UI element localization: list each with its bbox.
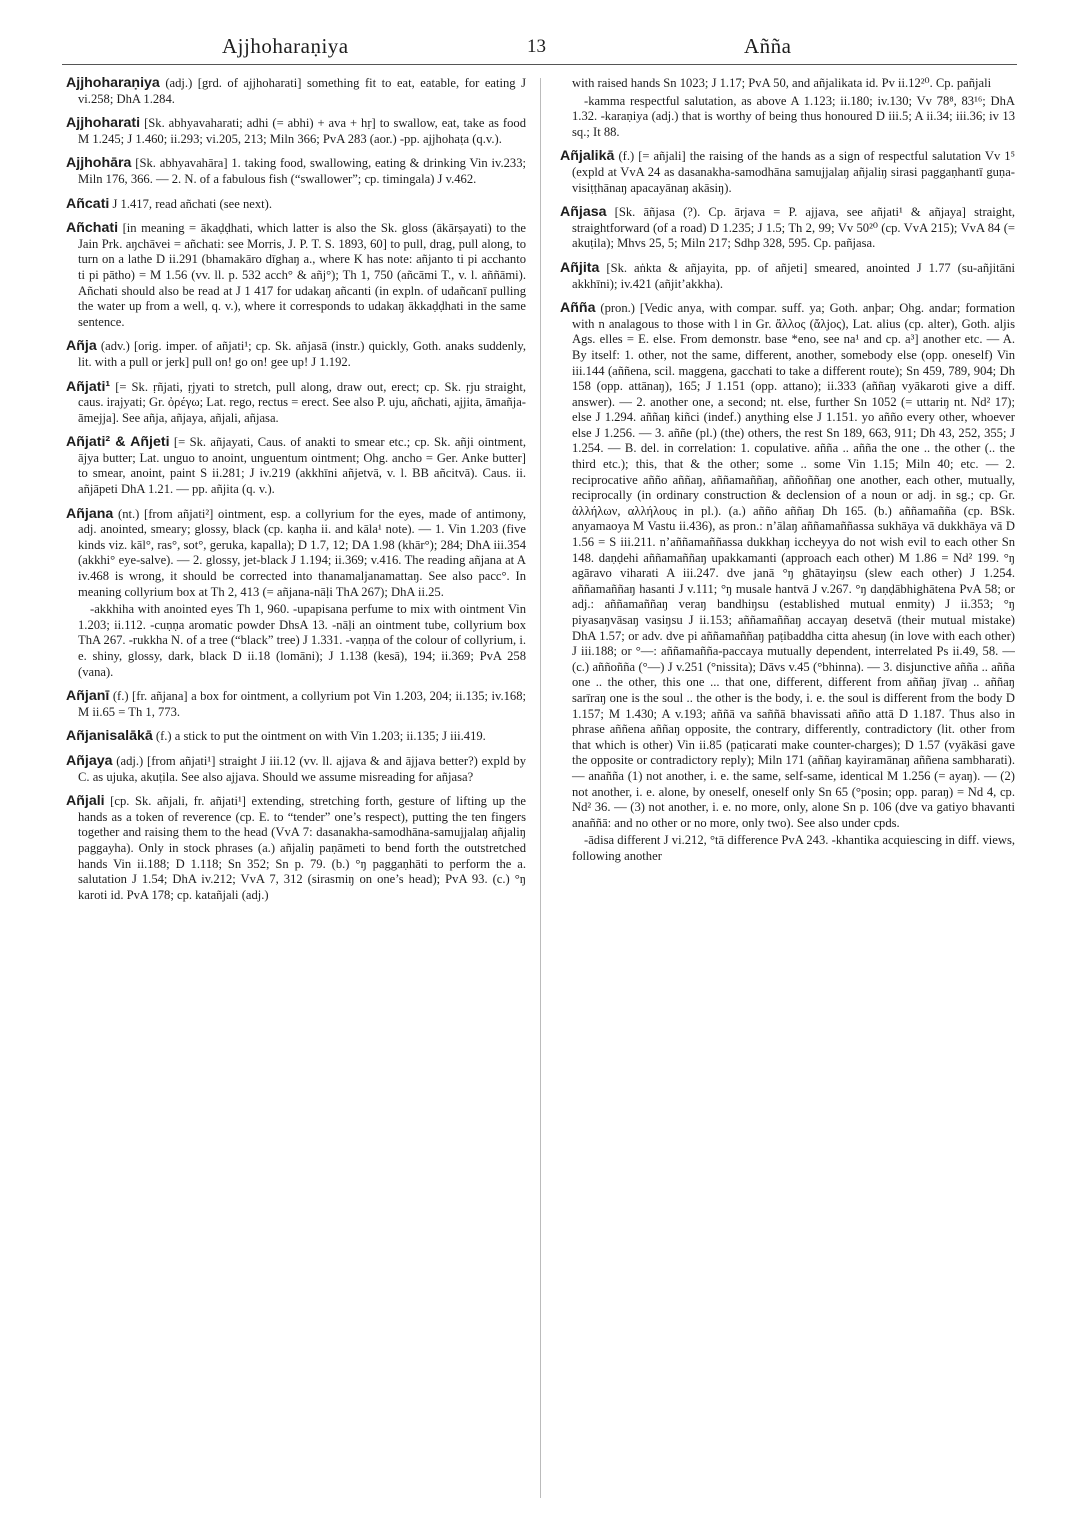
entry-definition: with raised hands Sn 1023; J 1.17; PvA 50, and añjalikata id. Pv ii.12²⁰. Cp. pañjali — [572, 76, 992, 90]
column-divider — [540, 78, 541, 1498]
dictionary-entry — [66, 156, 526, 187]
entry-definition: [Sk. āñjasa (?). Cp. ārjava = P. ajjava, see añjati¹ & añjaya] straight, straightforward (of a road) D 1.235; J 1.5; Th 2, 99; Vv 50²⁰ (cp. VvA 215); VvA 84 (= akuṭila); Mhvs 25, 5; Miln 217; Sdhp 328, 595. Cp. pañjasa. — [572, 205, 1015, 251]
entry-definition: (f.) [= añjali] the raising of the hands as a sign of respectful salutation Vv 1⁵ (expld at VvA 24 as dasanakha-samodhāna samujjalaŋ añjaliŋ sirasi paggaṇhantī guṇa-visiṭṭhānaŋ apacayānaŋ akāsiŋ). — [572, 149, 1015, 195]
dictionary-entry — [66, 76, 526, 107]
dictionary-entry — [560, 149, 1015, 196]
entry-headword: Añchati — [66, 220, 119, 237]
dictionary-entry — [66, 729, 526, 745]
dictionary-entry — [66, 507, 526, 681]
entry-compounds: -ādisa different J vi.212, °tā difference PvA 243. -khantika acquiescing in diff. views, following another — [572, 833, 1015, 863]
entry-headword: Añjanisalākā — [66, 728, 153, 745]
entry-headword: Añjali — [66, 793, 105, 810]
entry-compounds: -akkhiha with anointed eyes Th 1, 960. -upapisana perfume to mix with ointment Vin 1.203; ii.112. -cuṇṇa aromatic powder DhsA 13. -nāḷi an ointment tube, collyrium box ThA 267. -rukkha N. of a tree (“black” tree) J 1.331. -vaṇṇa of the colour of collyrium, i. e. shiny, glossy, dark, black D ii.18 (lomāni); J 1.138 (kesā), 194; ii.369; PvA 258 (vana). — [78, 602, 526, 679]
entry-definition: [Sk. aṅkta & añjayita, pp. of añjeti] smeared, anointed J 1.77 (su-añjitāni akkhīni); iv.421 (añjit’akkha). — [572, 260, 1015, 291]
header-right-guideword: Añña — [744, 34, 792, 58]
dictionary-entry — [66, 221, 526, 330]
header-left-guideword: Ajjhoharaṇiya — [222, 34, 349, 58]
entry-definition: [= Sk. ṛñjati, ṛjyati to stretch, pull along, draw out, erect; cp. Sk. ṛju straight, caus. irajyati; Gr. ὀρέγω; Lat. rego, rectus = erect. See also P. uju, añchati, ajjita, āmañja-āmejja]. See añja, añjaya, añjali, añjasa. — [78, 379, 526, 425]
entry-definition: (nt.) [from añjati²] ointment, esp. a collyrium for the eyes, made of antimony, adj. anointed, smeary; glossy, black (cp. kaṇha ii. and kāla¹ note). — 1. Vin 1.203 (five kinds viz. kāl°, ras°, sot°, geruka, kapalla); D 1.7, 12; DA 1.98 (khār°); 284; DhA iii.354 (akkhi° eye-salve). — 2. glossy, jet-black J 1.194; ii.369; v.416. The reading añjana at A iv.468 is wrong, it should be corrected into thanamaljanamattaŋ. See also pacc°. In meaning collyrium box at Th 2, 413 (= añjana-nāḷi ThA 267); DhA ii.25. — [78, 506, 526, 599]
entry-headword: Añña — [560, 300, 596, 317]
dictionary-entry — [66, 116, 526, 147]
page-header — [62, 34, 1017, 65]
entry-headword: Añjati² & Añjeti — [66, 434, 170, 451]
dictionary-entry — [560, 205, 1015, 252]
entry-headword: Añcati — [66, 195, 110, 212]
entry-headword: Añjana — [66, 505, 114, 522]
entry-definition: [Sk. abhyavahāra] 1. taking food, swallowing, eating & drinking Vin iv.233; Miln 176, 366. — 2. N. of a fabulous fish (“swallower”; cp. timingala) J v.462. — [78, 156, 526, 186]
dictionary-entry — [560, 301, 1015, 864]
entry-headword: Ajjhoharaṇiya — [66, 76, 160, 91]
entry-compounds: -kamma respectful salutation, as above A 1.123; ii.180; iv.130; Vv 78⁸, 83¹⁶; DhA 1.32. -karaṇiya (adj.) that is worthy of being thus honoured D iii.5; A ii.34; iii.36; iv 13 sq.; It 88. — [572, 93, 1015, 139]
entry-definition: (f.) [fr. añjana] a box for ointment, a collyrium pot Vin 1.203, 204; ii.135; iv.168; M ii.65 = Th 1, 773. — [78, 689, 526, 719]
entry-headword: Añjati¹ — [66, 378, 111, 395]
entry-definition: (adj.) [grd. of ajjhoharati] something fit to eat, eatable, for eating J vi.258; DhA 1.284. — [78, 76, 526, 106]
left-column — [66, 76, 526, 1506]
entry-definition: J 1.417, read añchati (see next). — [109, 196, 272, 211]
entry-headword: Añjalikā — [560, 148, 615, 165]
entry-definition: (pron.) [Vedic anya, with compar. suff. ya; Goth. anþar; Ohg. andar; formation with n analagous to those with l in Gr. ἄλλος (ἄλjος), Lat. alius (cp. alter), Goth. aljis Ags. elles = E. else. From demonstr. base *eno, see na¹ and cp. a³] another etc. — A. By itself: 1. other, not the same, different, another, somebody else (opp. oneself) Vin iii.144 (aññena, scil. maggena, gacchati to take a different route); Sn 459, 789, 904; Dh 158 (opp. attānaŋ), 165; J 1.151 (opp. attano); ii.333 (aññaŋ vyākaroti give a diff. answer). — 2. another one, a second; nt. else, further Sn 1052 (= uttariŋ nt. Nd² 17); else J 1.294. aññaŋ kiñci (indef.) anything else J 1.151. yo añño every other, whoever else J 1.256. — 3. aññe (pl.) (the) others, the rest Sn 189, 663, 911; Dh 43, 252, 355; J 1.254. — B. del. in correlation: 1. copulative. añña .. añña the one .. the other (.. the third etc.); this, that & the other; some .. some Vin 1.15; Miln 40; etc. — 2. reciprocative añño aññaŋ, aññamaññaŋ, aññoññaŋ one another, each other, mutually, reciprocally (in ordinary construction & declension of a noun or adj. in sg.; cp. Gr. ἀλλήλων, αλλήλους in pl.). (a.) añño aññaŋ Dh 165. (b.) aññamañña (cp. BSk. anyamaoya M Vastu ii.436), as pron.: n’ālaŋ aññamaññassa sukhāya vā dukkhāya vā D 1.56 = S iii.211. n’aññamaññassa dukkhaŋ iccheyya do not wish evil to each other Sn 148. daṇḍehi aññamaññaŋ upakkamanti (approach each other) M 1.86 = Nd² 199. °ŋ agāravo viharati A iii.247. dve janā °ŋ ghātayiŋsu (slew each other) J 1.254. aññamaññaŋ hasanti J v.111; °ŋ musale hantvā J v.267. °ŋ daṇḍābhighātena PvA 58; or adj.: aññamaññaŋ veraŋ bandhiŋsu (established mutual enmity) J ii.353; °ŋ piyasaŋvāsaŋ vasiŋsu J ii.153; aññamaññaŋ accayaŋ desetvā (their mutual mistake) DhA 1.57; or adv. dve pi aññamaññaŋ paṭibaddha citta ahesuŋ (in love with each other) J iii.188; or °—: aññamañña-paccaya mutually dependent, interrelated Ps ii.49, 58. — (c.) aññoñña (°—) J v.251 (°nissita); Dāvs v.45 (°bhinna). — 3. disjunctive añña .. añña one .. the other, this one ... that one, different, different from aññaŋ jīvaŋ .. aññaŋ sarīraŋ one is the soul .. the other is the body, i. e. the soul is different from the body D 1.157; M 1.430; A v.193; aññā va saññā bhavissati añño attā D 1.187. Thus also in phrase aññena aññaŋ opposite, the contrary, differently, contradictory (lit. other from that which is other) Vin ii.85 (paṭicarati make counter-charges); D 1.57 (vyākāsi gave the opposite or contradictory reply); Miln 171 (aññaŋ kayiramānaŋ aññena sambharati). — anañña (1) not another, i. e. the same, self-same, identical M 1.256 (= ayaŋ). — (2) not another, i. e. alone, by oneself, oneself only Sn 65 (°posin; opp. paraŋ) = Nd 4, cp. Nd² 36. — (3) not another, i. e. no more, only, alone Sn p. 106 (dve va gatiyo bhavanti anaññā: and no other or no more, only two). See also under cpds. — [572, 301, 1015, 830]
dictionary-entry — [66, 754, 526, 785]
dictionary-entry — [66, 380, 526, 427]
entry-headword: Añja — [66, 338, 97, 355]
entry-definition: [= Sk. añjayati, Caus. of anakti to smear etc.; cp. Sk. añji ointment, ājya butter; Lat. unguo to anoint, unguentum ointment; Ohg. ancho = Ger. Anke butter] to smear, anoint, paint S ii.281; J iv.219 (akkhīni añjetvā, v. l. BB añcitvā). Caus. ii. añjāpeti DhA 1.21. — pp. añjita (q. v.). — [78, 435, 526, 497]
dictionary-entry — [66, 339, 526, 370]
entry-headword: Ajjhoharati — [66, 115, 141, 132]
entry-definition: (adj.) [from añjati¹] straight J iii.12 (vv. ll. ajjava & and ājjava better?) expld by C. as ujuka, akuṭila. See also ajjava. Should we assume misreading for añjasa? — [78, 753, 526, 784]
dictionary-entry — [66, 197, 526, 213]
entry-definition: (f.) a stick to put the ointment on with Vin 1.203; ii.135; J iii.419. — [152, 729, 486, 744]
entry-definition: (adv.) [orig. imper. of añjati¹; cp. Sk. añjasā (instr.) quickly, Goth. anaks suddenly, lit. with a pull or jerk] pull on! go on! gee up! J 1.192. — [78, 339, 526, 369]
dictionary-entry — [66, 689, 526, 720]
page-number: 13 — [527, 36, 546, 57]
dictionary-entry — [560, 261, 1015, 292]
entry-definition: [Sk. abhyavaharati; adhi (= abhi) + ava + hṛ] to swallow, eat, take as food M 1.245; J 1.460; ii.293; vi.205, 213; Miln 366; PvA 283 (aor.) -pp. ajjhohaṭa (q.v.). — [78, 116, 526, 146]
dictionary-entry — [66, 794, 526, 903]
entry-headword: Añjita — [560, 259, 600, 276]
dictionary-entry — [66, 435, 526, 497]
entry-headword: Añjaya — [66, 752, 113, 769]
entry-headword: Añjanī — [66, 688, 110, 705]
dictionary-entry — [560, 76, 1015, 140]
entry-definition: [cp. Sk. añjali, fr. añjati¹] extending, stretching forth, gesture of lifting up the hands as a token of reverence (cp. E. to “tender” one’s respect), putting the ten fingers together and raising them to the head (VvA 7: dasanakha-samodhāna-samujjalaŋ añjaliŋ paggayha). Only in stock phrases (a.) añjaliŋ paṇāmeti to bend forth the outstretched hands Vin ii.188; D 1.118; Sn 352; Sn p. 79. (b.) °ŋ paggaṇhāti to perform the a. salutation J 1.54; DhA iv.212; VvA 7, 312 (sirasmiŋ on one’s head); PvA 93. (c.) °ŋ karoti id. PvA 178; cp. katañjali (adj.) — [78, 794, 526, 902]
entry-definition: [in meaning = ākaḍḍhati, which latter is also the Sk. gloss (ākārṣayati) to the Jain Prk. aŋchāvei = añchati: see Morris, J. P. T. S. 1893, 60] to pull, drag, pull along, to turn on a lathe D ii.291 (bhamakāro dīghaŋ a., where K has note: añjanto ti pi acchanto ti pi pātho) = M 1.56 (vv. ll. p. 532 acch° & añj°); Th 1, 750 (añcāmi T., v. l. aññāmi). Añchati should also be read at J 1 417 for udakaŋ añcanti (in expln. of udañcanī pulling the water up from a well, q. v.), where it corresponds to udakaŋ ākkaḍḍhati in the same sentence. — [78, 221, 526, 329]
entry-headword: Añjasa — [560, 204, 607, 221]
right-column — [560, 76, 1015, 1506]
entry-headword: Ajjhohāra — [66, 155, 132, 172]
